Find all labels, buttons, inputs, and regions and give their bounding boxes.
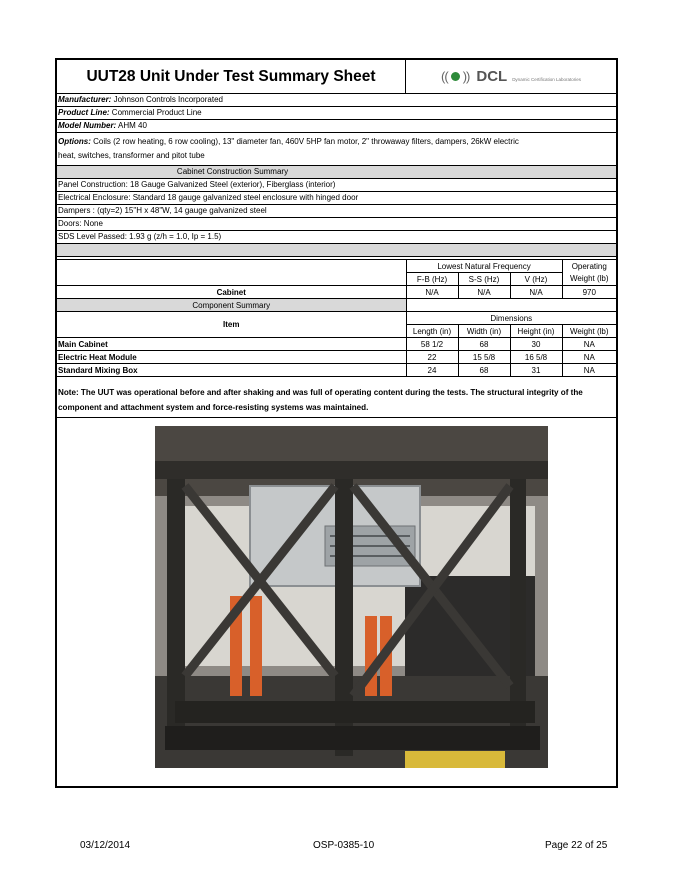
construction-line: Panel Construction: 18 Gauge Galvanized Steel (exterior), Fiberglass (interior): [57, 179, 616, 192]
item-header: Item: [57, 312, 406, 338]
ss-header: S-S (Hz): [458, 273, 510, 286]
cabinet-weight: 970: [562, 286, 616, 299]
component-width: 15 5/8: [458, 351, 510, 364]
component-height: 16 5/8: [510, 351, 562, 364]
construction-line: SDS Level Passed: 1.93 g (z/h = 1.0, Ip = 1.5): [57, 231, 616, 244]
table-row: [57, 351, 616, 364]
v-header: V (Hz): [510, 273, 562, 286]
cabinet-name: Cabinet: [57, 286, 406, 299]
options-line1: Coils (2 row heating, 6 row cooling), 13" diameter fan, 460V 5HP fan motor, 2" throwaway filters, dampers, 26kW electric: [93, 137, 519, 146]
product-line-row: [57, 107, 616, 120]
footer-page: Page 22 of 25: [545, 840, 608, 851]
dimensions-header: Dimensions: [406, 312, 616, 325]
operating-weight-header: Weight (lb): [562, 273, 616, 286]
component-weight: NA: [562, 351, 616, 364]
options-row: [57, 133, 616, 166]
component-item: Electric Heat Module: [57, 351, 406, 364]
model-number-row: [57, 120, 616, 133]
component-weight: NA: [562, 364, 616, 377]
manufacturer-value: Johnson Controls Incorporated: [113, 95, 223, 104]
manufacturer-row: [57, 94, 616, 107]
dcl-logo: [406, 60, 616, 94]
component-height: 30: [510, 338, 562, 351]
height-header: Height (in): [510, 325, 562, 338]
construction-line: Doors: None: [57, 218, 616, 231]
component-item: Standard Mixing Box: [57, 364, 406, 377]
model-number-label: Model Number:: [58, 121, 117, 130]
cabinet-construction-heading: [57, 166, 616, 179]
component-width: 68: [458, 338, 510, 351]
options-label: Options:: [58, 137, 91, 146]
sheet-title: UUT28 Unit Under Test Summary Sheet: [57, 60, 406, 94]
length-header: Length (in): [406, 325, 458, 338]
frequency-blank-cell: [57, 260, 406, 286]
footer-doc-id: OSP-0385-10: [313, 840, 375, 851]
operating-header: Operating: [562, 260, 616, 273]
header: [57, 60, 616, 94]
component-width: 68: [458, 364, 510, 377]
summary-sheet: [55, 58, 618, 788]
logo-paren-right: )): [462, 69, 470, 84]
cabinet-ss: N/A: [458, 286, 510, 299]
component-height: 31: [510, 364, 562, 377]
product-line-label: Product Line:: [58, 108, 110, 117]
logo-paren-left: ((: [441, 69, 448, 84]
frequency-table: [57, 259, 616, 377]
logo-dot-icon: [451, 72, 460, 81]
logo-brand: DCL: [476, 68, 508, 85]
manufacturer-label: Manufacturer:: [58, 95, 112, 104]
component-summary-heading: Component Summary: [57, 299, 406, 312]
component-summary-blank: [406, 299, 616, 312]
component-length: 24: [406, 364, 458, 377]
lowest-frequency-header: Lowest Natural Frequency: [406, 260, 562, 273]
cabinet-construction-title: Cabinet Construction Summary: [176, 167, 289, 176]
component-length: 58 1/2: [406, 338, 458, 351]
table-row: [57, 364, 616, 377]
construction-line: Dampers : (qty=2) 15"H x 48"W, 14 gauge galvanized steel: [57, 205, 616, 218]
component-weight: NA: [562, 338, 616, 351]
weight-header: Weight (lb): [562, 325, 616, 338]
test-unit-photo: [155, 426, 548, 768]
model-number-value: AHM 40: [118, 121, 147, 130]
product-line-value: Commercial Product Line: [111, 108, 202, 117]
footer-date: 03/12/2014: [80, 840, 131, 851]
construction-line: Electrical Enclosure: Standard 18 gauge galvanized steel enclosure with hinged door: [57, 192, 616, 205]
cabinet-v: N/A: [510, 286, 562, 299]
options-line2: heat, switches, transformer and pitot tube: [58, 151, 205, 160]
cabinet-fb: N/A: [406, 286, 458, 299]
component-item: Main Cabinet: [57, 338, 406, 351]
table-row: [57, 338, 616, 351]
fb-header: F-B (Hz): [406, 273, 458, 286]
width-header: Width (in): [458, 325, 510, 338]
logo-tagline: Dynamic Certification Laboratories: [512, 76, 581, 82]
note-divider: [57, 417, 616, 418]
component-length: 22: [406, 351, 458, 364]
note-text: Note: The UUT was operational before and after shaking and was full of operating content during the tests. The structural integrity of the component and attachment system and force-resisting systems was maintained.: [58, 388, 583, 412]
spacer-band: [57, 244, 616, 257]
